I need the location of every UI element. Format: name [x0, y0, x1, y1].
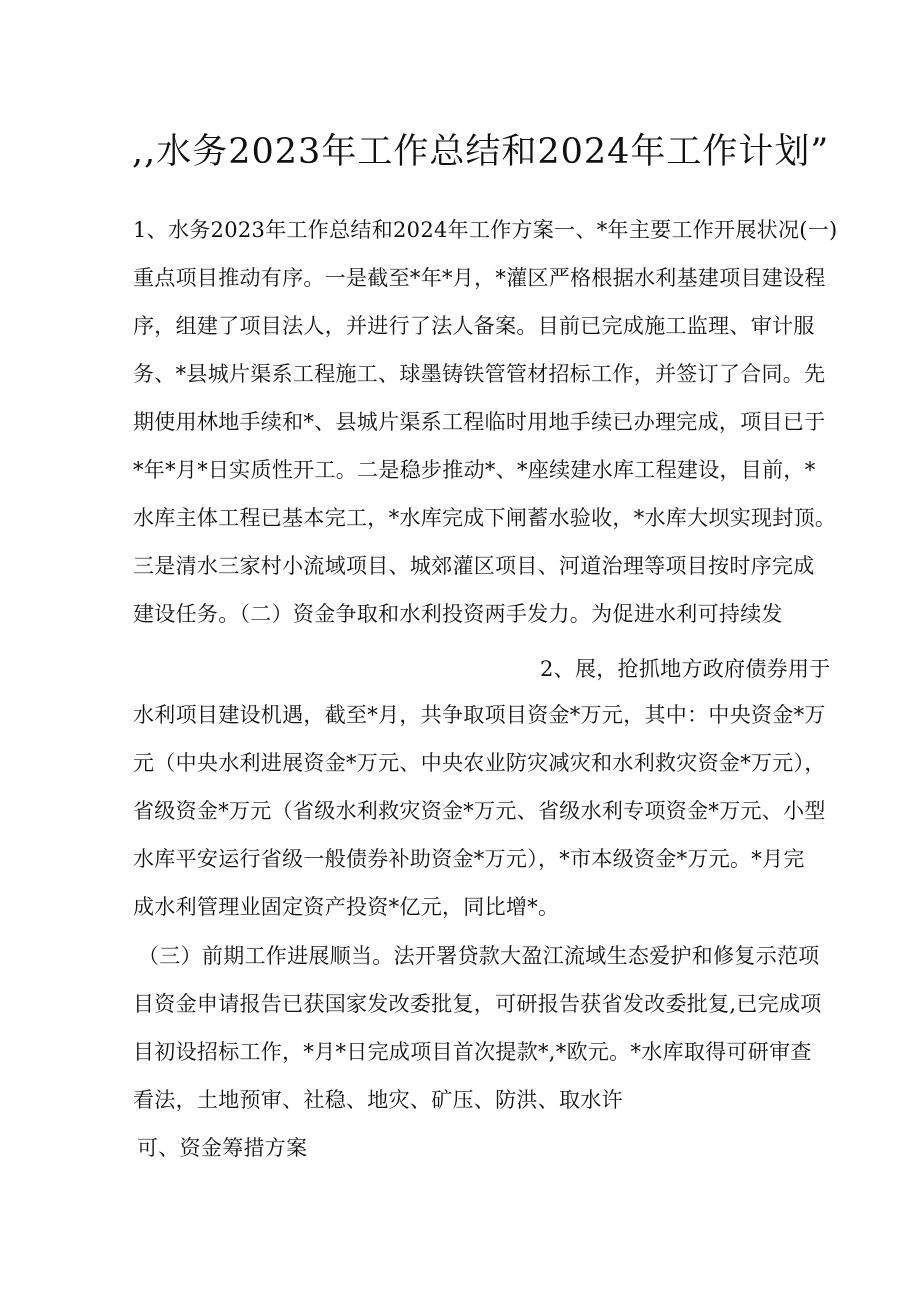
body-line-3: 序，组建了项目法人，并进行了法人备案。目前已完成施工监理、审计服 — [133, 314, 815, 338]
body-line-7: 水库主体工程已基本完工，*水库完成下闸蓄水验收，*水库大坝实现封顶。 — [133, 506, 837, 530]
body-line-14: 水库平安运行省级一般债券补助资金*万元），*市本级资金*万元。*月完 — [133, 847, 805, 871]
body-line-17: 目资金申请报告已获国家发改委批复，可研报告获省发改委批复,已完成项 — [133, 992, 822, 1016]
body-line-10: 2、展，抢抓地方政府债券用于 — [540, 657, 831, 681]
body-line-1: 1、水务2023年工作总结和2024年工作方案一、*年主要工作开展状况(一) — [133, 218, 838, 242]
body-line-11: 水利项目建设机遇，截至*月，共争取项目资金*万元，其中：中央资金*万 — [133, 703, 826, 727]
body-line-15: 成水利管理业固定资产投资*亿元，同比增*。 — [133, 895, 560, 919]
body-line-8: 三是清水三家村小流域项目、城郊灌区项目、河道治理等项目按时序完成 — [133, 554, 815, 578]
body-line-16: （三）前期工作进展顺当。法开署贷款大盈江流域生态爱护和修复示范项 — [138, 944, 820, 968]
body-line-18: 目初设招标工作，*月*日完成项目首次提款*,*欧元。*水库取得可研审查 — [133, 1040, 812, 1064]
body-line-20: 可、资金筹措方案 — [137, 1136, 308, 1160]
body-line-2: 重点项目推动有序。一是截至*年*月，*灌区严格根据水利基建项目建设程 — [133, 266, 826, 290]
document-title: ,,水务2023年工作总结和2024年工作计划” — [132, 132, 830, 172]
body-line-19: 看法，土地预审、社稳、地灾、矿压、防洪、取水许 — [133, 1088, 623, 1112]
body-line-13: 省级资金*万元（省级水利救灾资金*万元、省级水利专项资金*万元、小型 — [133, 799, 826, 823]
body-line-12: 元（中央水利进展资金*万元、中央农业防灾减灾和水利救灾资金*万元）， — [133, 751, 826, 775]
body-line-5: 期使用林地手续和*、县城片渠系工程临时用地手续已办理完成，项目已于 — [133, 410, 826, 434]
body-line-6: *年*月*日实质性开工。二是稳步推动*、*座续建水库工程建设，目前，* — [133, 458, 816, 482]
body-line-9: 建设任务。（二）资金争取和水利投资两手发力。为促进水利可持续发 — [133, 602, 783, 626]
body-line-4: 务、*县城片渠系工程施工、球墨铸铁管管材招标工作，并签订了合同。先 — [133, 362, 826, 386]
